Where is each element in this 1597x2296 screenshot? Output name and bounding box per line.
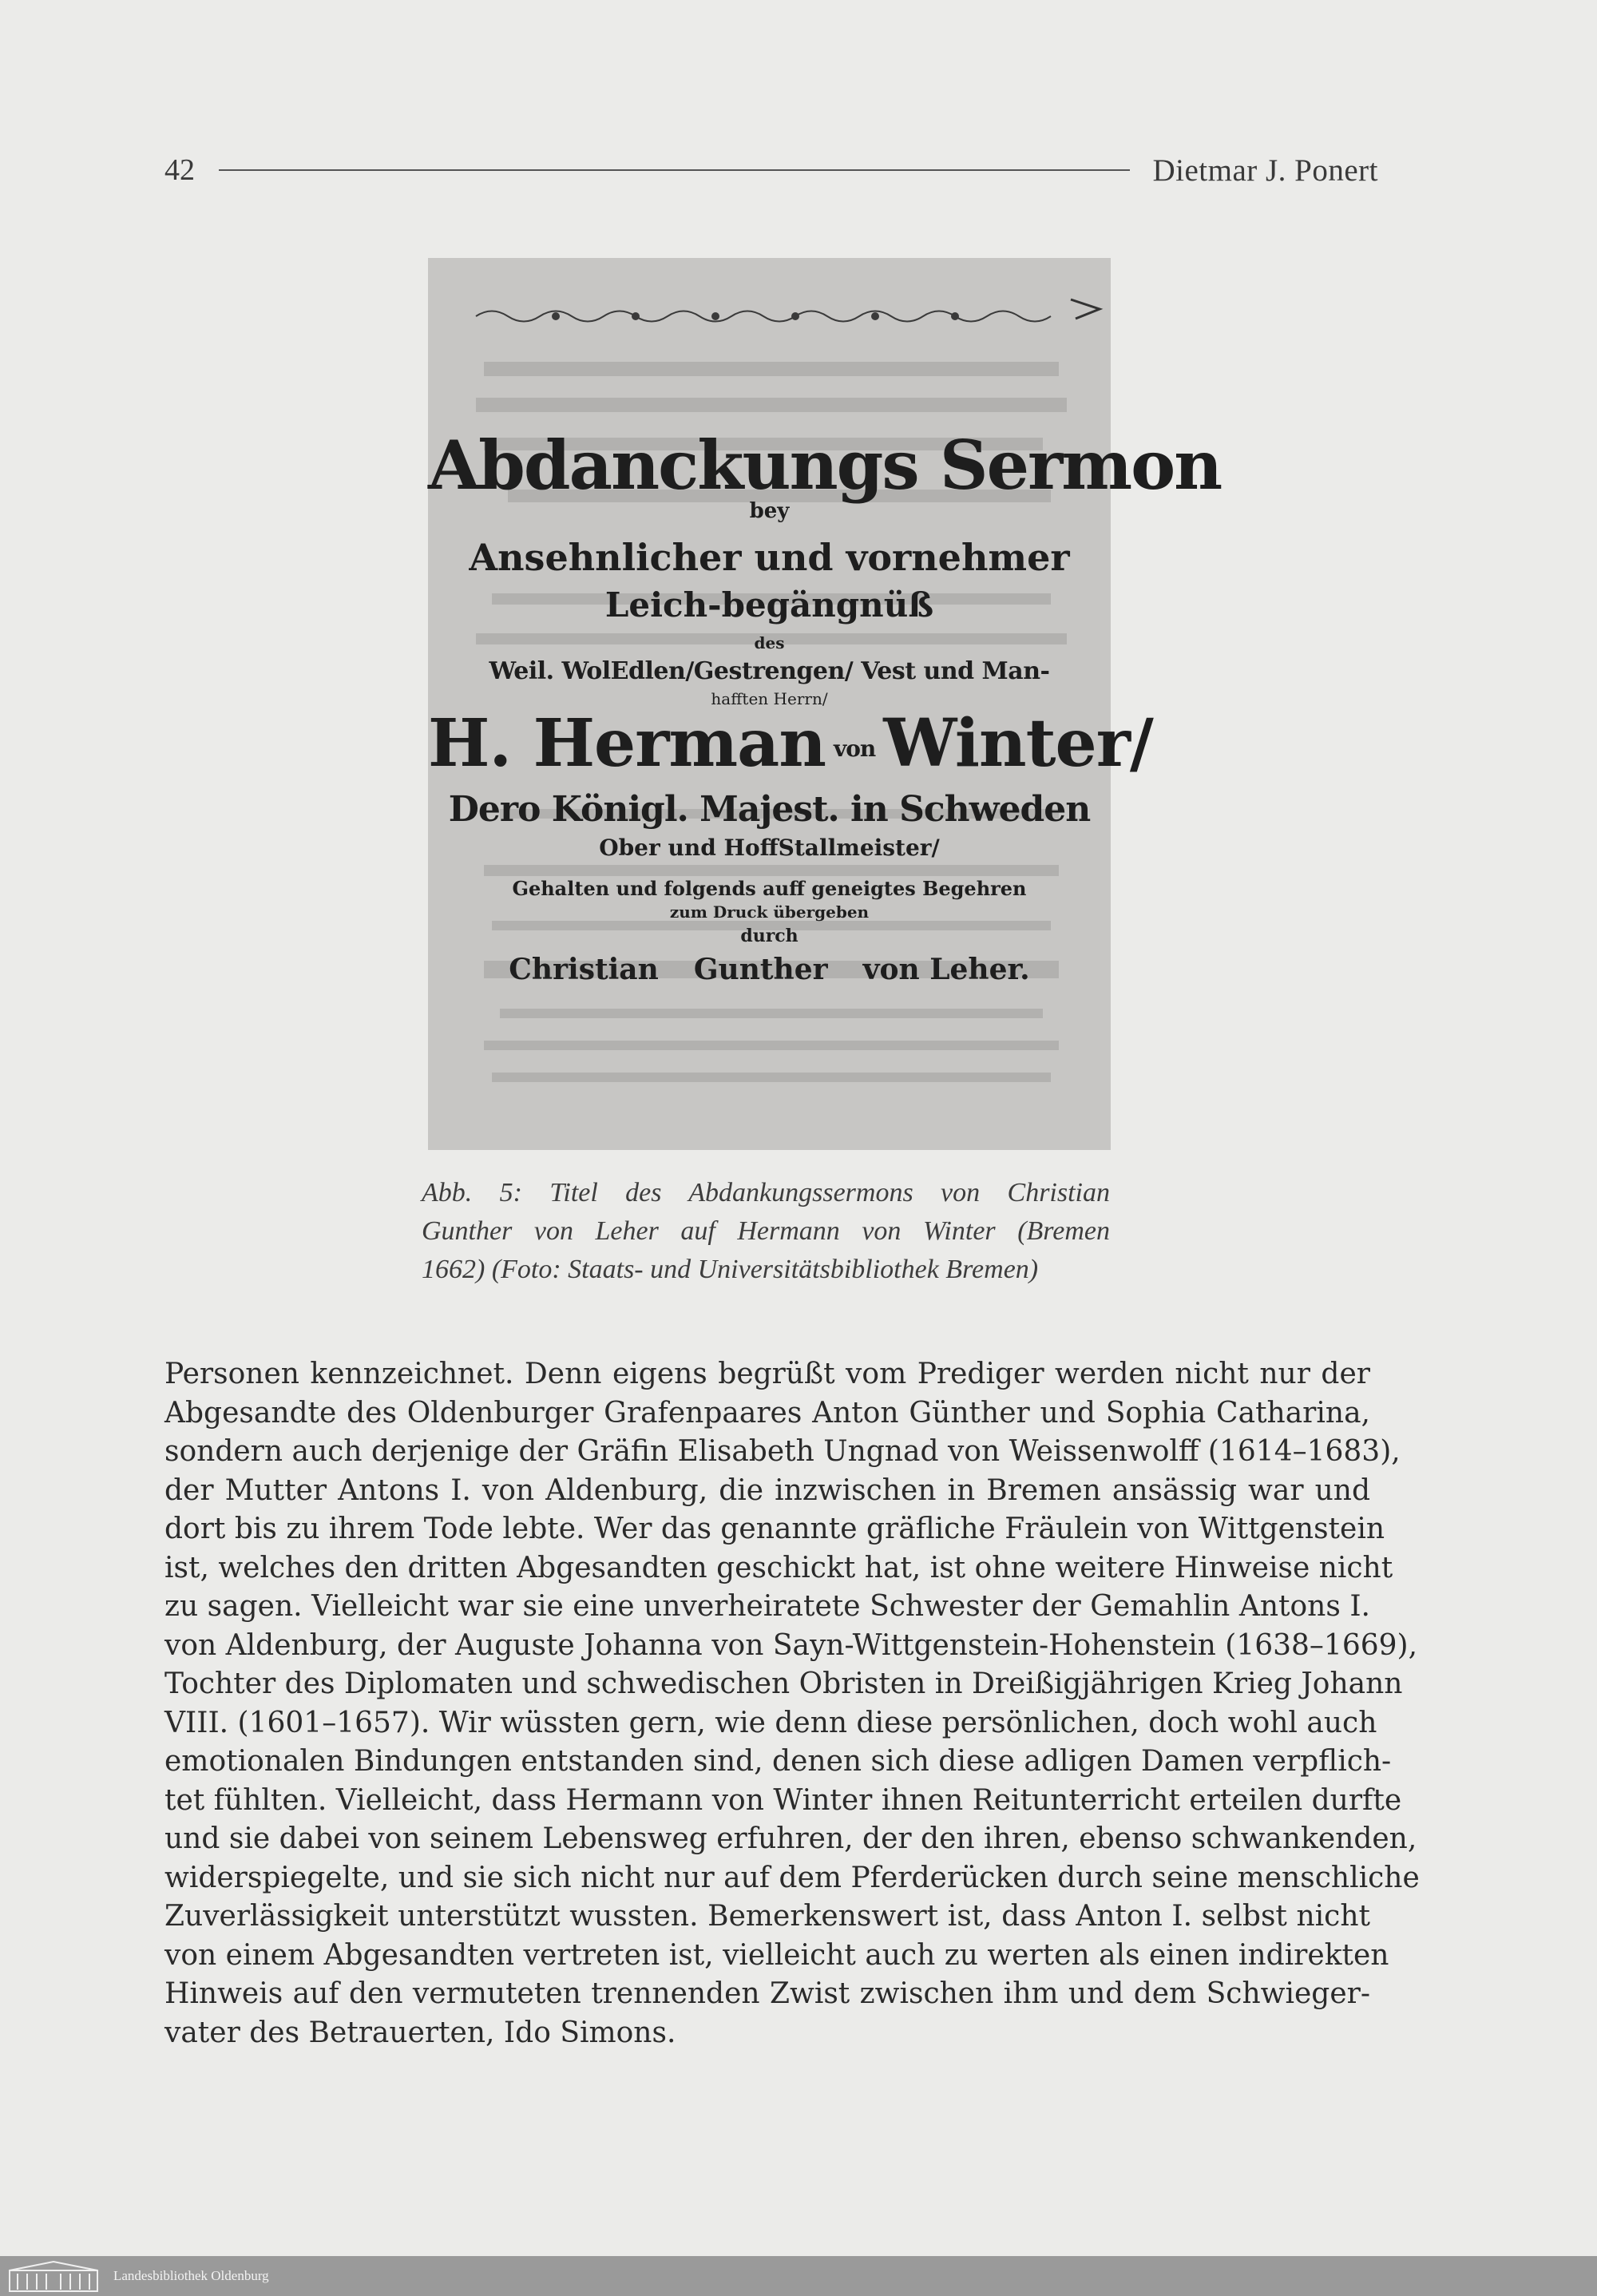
body-line: VIII. (1601–1657). Wir wüssten gern, wie denn diese persönlichen, doch wohl auch [164,1706,1377,1739]
pencil-mark-icon [1068,291,1109,323]
fraktur-author-middle: Gunther [693,953,828,986]
figure-title-page-image [428,258,1222,1150]
fraktur-author-first: Christian [509,953,659,986]
body-line: zu sagen. Vielleicht war sie eine unverheiratete Schwester der Gemahlin Antons I. [164,1590,1370,1623]
caption-line: Abb. 5: Titel des Abdankungssermons von Christian [422,1178,1110,1207]
library-footer-bar [0,2256,1597,2296]
ornament-border-icon [476,304,1067,328]
fraktur-line: Leich-begängnüß [604,585,934,625]
body-line: widerspiegelte, und sie sich nicht nur auf dem Pferderücken durch seine menschliche [164,1861,1420,1894]
fraktur-name-line [428,705,1153,782]
figure-caption [422,1174,1110,1289]
body-line: von einem Abgesandten vertreten ist, vielleicht auch zu werten als einen indirekten [164,1938,1389,1972]
fraktur-line: hafften Herrn/ [711,689,828,708]
body-line: Tochter des Diplomaten und schwedischen Obristen in Dreißigjährigen Krieg Johann [164,1667,1403,1700]
fraktur-line: Gehalten und folgends auff geneigtes Begehren [512,877,1027,900]
body-line: Abgesandte des Oldenburger Grafenpaares Anton Günther und Sophia Catharina, [164,1396,1370,1430]
body-line: vater des Betrauerten, Ido Simons. [164,2016,676,2049]
fraktur-title: Abdanckungs Sermon [428,426,1222,505]
fraktur-line: des [754,633,785,652]
caption-line: Gunther von Leher auf Hermann von Winter (Bremen [422,1216,1110,1246]
body-line: emotionalen Bindungen entstanden sind, denen sich diese adligen Damen verpflich- [164,1745,1392,1778]
library-building-icon [6,2259,101,2293]
body-line: der Mutter Antons I. von Aldenburg, die inzwischen in Bremen ansässig war und [164,1473,1370,1507]
body-line: sondern auch derjenige der Gräfin Elisabeth Ungnad von Weissenwolff (1614–1683), [164,1435,1401,1468]
fraktur-line: zum Druck übergeben [669,902,870,922]
body-line: von Aldenburg, der Auguste Johanna von Sayn-Wittgenstein-Hohenstein (1638–1669), [164,1628,1418,1662]
fraktur-surname: Winter/ [883,705,1153,782]
body-line: Zuverlässigkeit unterstützt wussten. Bemerkenswert ist, dass Anton I. selbst nicht [164,1900,1370,1933]
page-header [164,150,1378,190]
fraktur-line: bey [749,499,790,523]
fraktur-line: Dero Königl. Majest. in Schweden [448,789,1091,830]
fraktur-line: Weil. WolEdlen/Gestrengen/ Vest und Man- [489,657,1050,685]
fraktur-line: durch [740,926,798,946]
body-line: ist, welches den dritten Abgesandten geschickt hat, ist ohne weitere Hinweise nicht [164,1551,1393,1584]
fraktur-line: Ansehnlicher und vornehmer [469,536,1070,579]
library-name: Landesbibliothek Oldenburg [113,2268,269,2283]
caption-line: 1662) (Foto: Staats- und Universitätsbibliothek Bremen) [422,1255,1039,1284]
running-author: Dietmar J. Ponert [1152,153,1378,188]
fraktur-von: von [833,736,876,763]
body-line: tet fühlten. Vielleicht, dass Hermann von Winter ihnen Reitunterricht erteilen durfte [164,1783,1402,1817]
fraktur-line: Ober und HoffStallmeister/ [599,835,940,861]
body-line: Personen kennzeichnet. Denn eigens begrüßt vom Prediger werden nicht nur der [164,1358,1370,1390]
fraktur-author-line [428,953,1111,986]
body-line: Hinweis auf den vermuteten trennenden Zwist zwischen ihm und dem Schwieger- [164,1977,1370,2010]
header-rule [219,169,1130,171]
fraktur-name: H. Herman [428,705,826,782]
fraktur-author-last: von Leher. [862,953,1030,986]
body-line: und sie dabei von seinem Lebensweg erfuhren, der den ihren, ebenso schwankenden, [164,1822,1417,1855]
page-number: 42 [164,153,195,187]
body-paragraph [164,1355,1420,2052]
body-line: dort bis zu ihrem Tode lebte. Wer das genannte gräfliche Fräulein von Wittgenstein [164,1513,1385,1545]
